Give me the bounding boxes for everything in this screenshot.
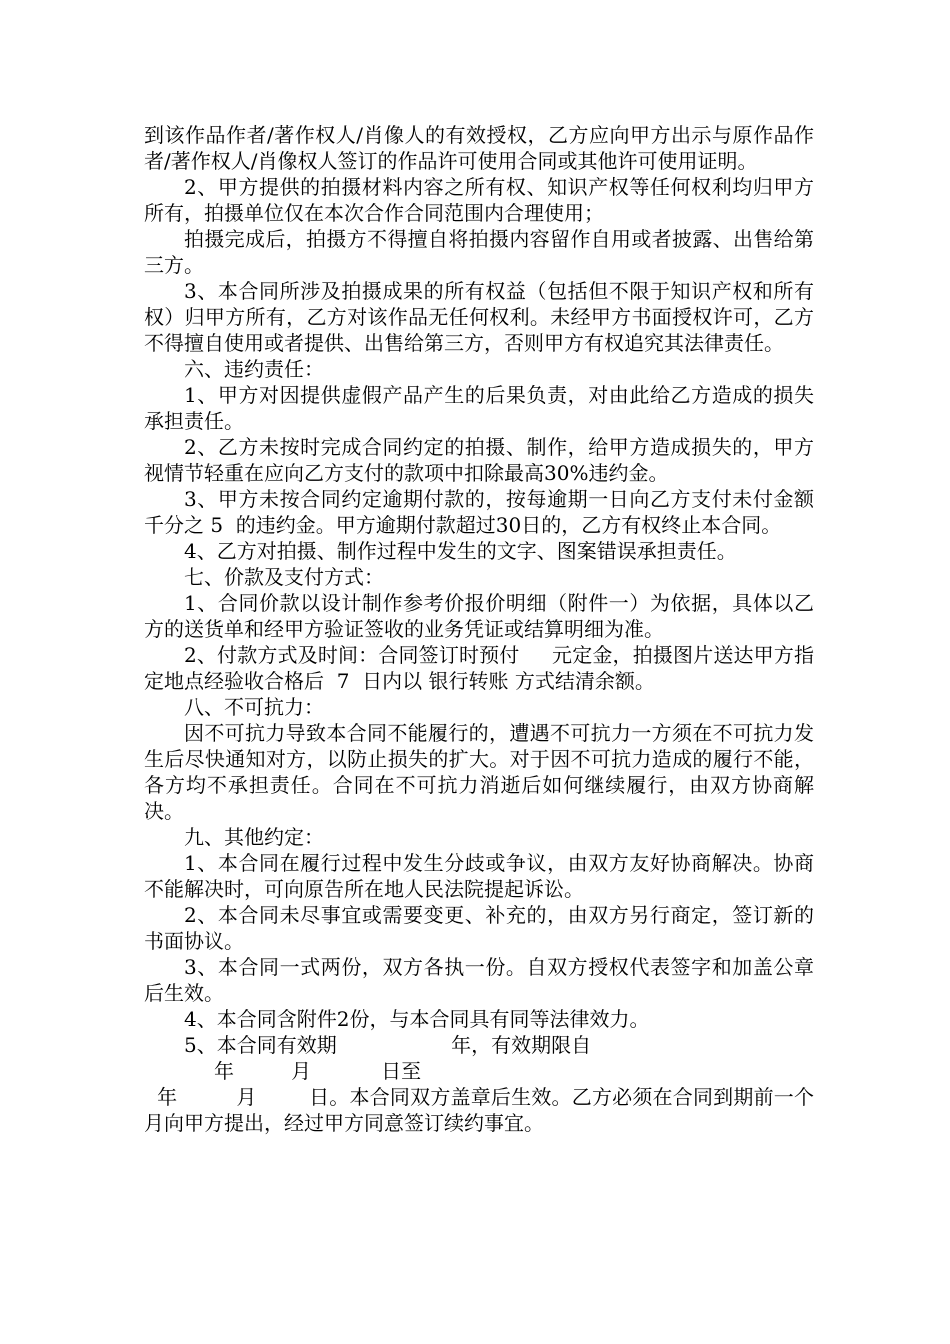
paragraph-no-disclosure: 拍摄完成后，拍摄方不得擅自将拍摄内容留作自用或者披露、出售给第三方。 <box>144 227 814 277</box>
paragraph-other-1: 1、本合同在履行过程中发生分歧或争议，由双方友好协商解决。协商不能解决时，可向原告所在地人民法院提起诉讼。 <box>144 851 814 901</box>
paragraph-payment-1: 1、合同价款以设计制作参考价报价明细（附件一）为依据，具体以乙方的送货单和经甲方验证签收的业务凭证或结算明细为准。 <box>144 591 814 641</box>
paragraph-payment-2: 2、付款方式及时间：合同签订时预付 元定金，拍摄图片送达甲方指定地点经验收合格后 7 日内以 银行转账 方式结清余额。 <box>144 643 814 693</box>
paragraph-material-ownership: 2、甲方提供的拍摄材料内容之所有权、知识产权等任何权利均归甲方所有，拍摄单位仅在本次合作合同范围内合理使用； <box>144 175 814 225</box>
document-body <box>144 122 814 1136</box>
paragraph-force-majeure: 因不可抗力导致本合同不能履行的，遭遇不可抗力一方须在不可抗力发生后尽快通知对方，以防止损失的扩大。对于因不可抗力造成的履行不能，各方均不承担责任。合同在不可抗力消逝后如何继续履行，由双方协商解决。 <box>144 721 814 823</box>
section-heading-payment: 七、价款及支付方式： <box>184 565 384 589</box>
paragraph-authorization: 到该作品作者/著作权人/肖像人的有效授权，乙方应向甲方出示与原作品作者/著作权人/肖像权人签订的作品许可使用合同或其他许可使用证明。 <box>144 123 814 173</box>
paragraph-other-4: 4、本合同含附件2份，与本合同具有同等法律效力。 <box>184 1007 650 1031</box>
paragraph-other-2: 2、本合同未尽事宜或需要变更、补充的，由双方另行商定，签订新的书面协议。 <box>144 903 814 953</box>
paragraph-rights-ownership: 3、本合同所涉及拍摄成果的所有权益（包括但不限于知识产权和所有权）归甲方所有，乙方对该作品无任何权利。未经甲方书面授权许可，乙方不得擅自使用或者提供、出售给第三方，否则甲方有权追究其法律责任。 <box>144 279 814 355</box>
paragraph-breach-1: 1、甲方对因提供虚假产品产生的后果负责，对由此给乙方造成的损失承担责任。 <box>144 383 814 433</box>
section-heading-breach: 六、违约责任： <box>184 357 324 381</box>
paragraph-other-3: 3、本合同一式两份，双方各执一份。自双方授权代表签字和加盖公章后生效。 <box>144 955 814 1005</box>
section-heading-other: 九、其他约定： <box>184 825 324 849</box>
paragraph-breach-4: 4、乙方对拍摄、制作过程中发生的文字、图案错误承担责任。 <box>184 539 737 563</box>
section-heading-force-majeure: 八、不可抗力： <box>184 695 324 719</box>
paragraph-other-5-validity: 5、本合同有效期 年，有效期限自 年 月 日至 年 月 日。本合同双方盖章后生效。乙方必须在合同到期前一个月向甲方提出，经过甲方同意签订续约事宜。 <box>144 1033 814 1135</box>
paragraph-breach-3: 3、甲方未按合同约定逾期付款的，按每逾期一日向乙方支付未付金额千分之 5 的违约金。甲方逾期付款超过30日的，乙方有权终止本合同。 <box>144 487 814 537</box>
paragraph-breach-2: 2、乙方未按时完成合同约定的拍摄、制作，给甲方造成损失的，甲方视情节轻重在应向乙方支付的款项中扣除最高30%违约金。 <box>144 435 814 485</box>
